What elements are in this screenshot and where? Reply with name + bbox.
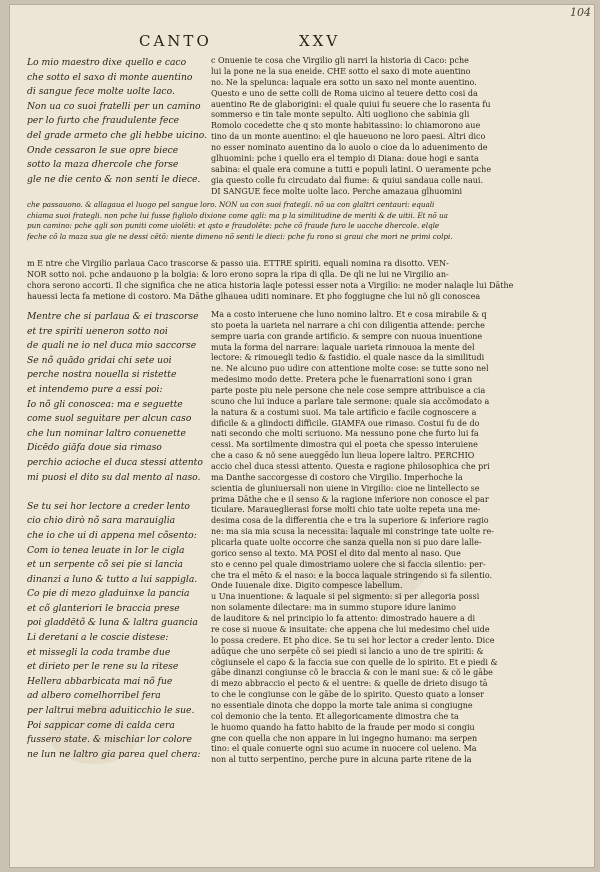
commentary-line: sabina: el quale era comune a tutti e populi latini. O ueramente pche xyxy=(211,164,492,174)
verse-line: per lo furto che fraudulente fece xyxy=(27,115,180,127)
verse-line: che lun nominar laltro conuenette xyxy=(27,427,186,439)
header-canto-number: XXV xyxy=(299,32,341,50)
commentary-line: non solamente dilectare: ma in summo stupore idure lanimo xyxy=(211,603,456,613)
commentary-line: la natura & a costumi suoi. Ma tale artificio e facile cognoscere a xyxy=(211,407,477,417)
band-line: m E ntre che Virgilio parlaua Caco trascorse & passo uia. ETTRE spiriti. equali nomina ra disotto. VEN- xyxy=(27,259,449,268)
verse-line: et dirieto per le rene su la ritese xyxy=(27,661,179,673)
commentary-line: no essentiale dinota che doppo la morte tale anima si congiugne xyxy=(211,700,473,710)
commentary-line: u Una inuentione: & laquale si pel sigmento: si per allegoria possi xyxy=(211,592,480,602)
book-page xyxy=(9,4,595,868)
verse-line: Co pie di mezo gladuinxe la pancia xyxy=(27,588,190,600)
header-canto: CANTO xyxy=(139,32,212,50)
verse-line: et un serpente cõ sei pie si lancia xyxy=(27,559,183,571)
commentary-line: dificile & a glindocti difficile. GIAMFA oue rimaso. Costui fu de do xyxy=(211,418,480,428)
commentary-line: desima cosa de la differentia che e tra la superiore & inferiore ragio xyxy=(211,516,489,526)
commentary-line: adūque che uno serpēte cõ sei piedi si lancio a uno de tre spiriti: & xyxy=(211,646,484,656)
commentary-line: ma Danthe saccorgesse di costoro che Virgilio. Imperhoche la xyxy=(211,472,463,482)
commentary-column-top xyxy=(211,56,583,198)
commentary-line: lectore: & rimouegli tedio & fastidio. el quale nasce da la similitudi xyxy=(211,353,485,363)
commentary-line: no esser nominato auentino da lo auolo o cioe da lo aduenimento de xyxy=(211,143,488,153)
band-line: chiama suoi frategli. non pche lui fusse figliolo dixione come qgli: ma p la similitudine de meriti & de uitii. Et nõ ua xyxy=(27,210,448,220)
commentary-line: lui la pone ne la sua eneide. CHE sotto el saxo di mote auentino xyxy=(211,66,471,76)
commentary-line: parte poste piu nele persone che nele cose sempre attribuisce a cia xyxy=(211,386,486,396)
commentary-line: lo possa credere. Et pho dice. Se tu sei hor lector a creder lento. Dice xyxy=(211,635,495,645)
commentary-line: Onde Iuuenale dixe. Digito compesce labellum. xyxy=(211,581,403,591)
commentary-line: sommerso e tin tale monte sepulto. Alti uogliono che sabinia gli xyxy=(211,110,470,120)
commentary-line: de lauditore & nel principio lo fa attento: dimostrado hauere a di xyxy=(211,614,476,624)
commentary-line: cessi. Ma sortilmente dimostra qui el poeta che spesso interuiene xyxy=(211,440,478,450)
commentary-line: gne con quella che non appare in lui ingegno humano: ma serpen xyxy=(211,733,478,743)
commentary-column-bottom xyxy=(211,310,583,766)
verse-line: fussero state. & mischiar lor colore xyxy=(27,734,192,746)
commentary-line: glhuomini: pche i quello era el tempio di Diana: doue hogi e santa xyxy=(211,154,479,164)
verse-line: Poi sappicar come di calda cera xyxy=(27,719,175,731)
folio-number: 104 xyxy=(570,6,591,19)
verse-line: gle ne die cento & non senti le diece. xyxy=(27,173,201,185)
commentary-line: gābe dinanzi congiunse cõ le braccia & con le mani sue: & cõ le gābe xyxy=(211,668,493,678)
commentary-line: sempre uaria con grande artificio. & sempre con nuoua inuentione xyxy=(211,331,483,341)
commentary-line: gia questo colle fu circudato dal fiume: & quiui sandaua colle naui. xyxy=(211,175,484,185)
commentary-line: nati secondo che molti scriuono. Ma nessuno pone che furto lui fa xyxy=(211,429,479,439)
verse-line: de quali ne io nel duca mio saccorse xyxy=(27,340,197,352)
commentary-line: c Onuenie te cosa che Virgilio gli narri la historia di Caco: pche xyxy=(211,56,469,65)
verse-line: Onde cessaron le sue opre biece xyxy=(27,144,179,156)
verse-line: Com io tenea leuate in lor le cigla xyxy=(27,544,185,556)
commentary-band-roman xyxy=(27,258,583,302)
verse-line: et tre spiriti ueneron sotto noi xyxy=(27,325,168,337)
commentary-line: tino da un monte auentino: el qle haueuono ne loro paesi. Altri dico xyxy=(211,132,486,142)
verse-line: Se nõ quādo gridai chi sete uoi xyxy=(27,354,172,366)
verse-line: Se tu sei hor lectore a creder lento xyxy=(27,500,190,512)
commentary-line: to che le congiunse con le gābe de lo spirito. Questo quato a lonser xyxy=(211,690,484,700)
verse-line xyxy=(27,485,213,500)
band-line: hauessi lecta fa metione di costoro. Ma Dāthe glhauea uditi nominare. Et pho foggiugne che lui nõ gli conoscea xyxy=(27,292,481,301)
verse-line: che sotto el saxo di monte auentino xyxy=(27,71,193,83)
commentary-line: le huomo quando ha fatto habito de la fraude per modo si congiu xyxy=(211,722,475,732)
verse-line: Li deretani a le coscie distese: xyxy=(27,632,169,644)
band-line: pun camino: pche qgli son puniti come uiolēti: et qsto e fraudolēte: pche cõ fraude furo le uacche dhercole. elqle xyxy=(27,221,440,231)
commentary-line: Ma a costo interuene che luno nomino laltro. Et e cosa mirabile & q xyxy=(211,310,487,319)
commentary-line: Romolo cocedette che q sto monte habitassino: lo chiamorono aue xyxy=(211,121,481,131)
verse-line: dinanzi a luno & tutto a lui sappigla. xyxy=(27,573,198,585)
commentary-line: DI SANGUE fece molte uolte laco. Perche amazaua glhuomini xyxy=(211,186,463,196)
commentary-line: ne. Ne alcuno puo udire con attentione molte cose: se tutte sono nel xyxy=(211,364,489,374)
verse-column-top xyxy=(27,56,213,187)
commentary-line: muta la forma del narrare: laquale uarieta rinnouoa la mente del xyxy=(211,342,475,352)
commentary-line: che tra el mēto & el naso: e la bocca laquale stringendo si fa silentio. xyxy=(211,570,493,580)
verse-line: et cõ glanteriori le braccia prese xyxy=(27,602,180,614)
commentary-line: no. Ne la spelunca: laquale era sotto un saxo nel monte auentino. xyxy=(211,77,477,87)
commentary-line: auentino Re de glaborigini: el quale quiui fu seuere che lo rasenta fu xyxy=(211,99,491,109)
verse-line: che io che ui di appena mel cõsento: xyxy=(27,529,197,541)
verse-line: Non ua co suoi fratelli per un camino xyxy=(27,100,201,112)
verse-line: ad albero comelhorribel fera xyxy=(27,690,161,702)
verse-line: Lo mio maestro dixe quello e caco xyxy=(27,57,187,68)
commentary-band-italic xyxy=(27,200,583,242)
verse-line: et missegli la coda trambe due xyxy=(27,646,171,658)
commentary-line: medesimo modo dette. Pretera pche le fuenarrationi sono i gran xyxy=(211,375,473,385)
commentary-line: re cose si nuoue & insuitate: che appena che lui medesimo chel uide xyxy=(211,624,490,634)
commentary-line: plicarla quate uolte occorre che sanza quella non si puo dare lalle- xyxy=(211,538,482,548)
commentary-line: tino: el quale conuerte ogni suo acume in nuocere col ueleno. Ma xyxy=(211,744,477,754)
commentary-line: Questo e uno de sette colli de Roma uicino al teuere detto cosi da xyxy=(211,88,478,98)
commentary-line: di mezo abbraccio el pecto & el uentre: & quelle de drieto disugo tā xyxy=(211,679,488,689)
verse-line: Io nõ gli conoscea: ma e seguette xyxy=(27,398,183,410)
verse-line: perchio acioche el duca stessi attento xyxy=(27,456,203,468)
commentary-line: ticulare. Maraueglierasi forse molti chio tate uolte repeta una me- xyxy=(211,505,481,515)
commentary-line: sto e cenno pel quale dimostriamo uolere che si faccia silentio: per- xyxy=(211,559,486,569)
band-line: che passauono. & allagaua el luogo pel sangue loro. NON ua con suoi frategli. nõ ua con glaltri centauri: equali xyxy=(27,200,435,209)
verse-line: Hellera abbarbicata mai nõ fue xyxy=(27,675,173,687)
commentary-line: non al tutto serpentino, perche pure in alcuna parte ritene de la xyxy=(211,755,472,765)
verse-line: cio chio dirò nõ sara marauiglia xyxy=(27,515,176,527)
commentary-line: prima Dāthe che e il senso & la ragione inferiore non conosce el par xyxy=(211,494,489,504)
verse-line: perche nostra nouella si ristette xyxy=(27,369,177,381)
verse-line: come suol seguitare per alcun caso xyxy=(27,413,192,425)
commentary-line: scuno che lui induce a parlare tale sermone: quale sia accõmodato a xyxy=(211,396,490,406)
verse-line: per laltrui mebra aduiticchio le sue. xyxy=(27,705,195,717)
commentary-line: ne: ma sia mia scusa la necessita: laquale mi constringe tate uolte re- xyxy=(211,527,494,537)
band-line: chora serono accorti. Il che significa che ne atica historia laqle potessi esser nota a Virgilio: ne moder nalaqle lui Dāthe xyxy=(27,281,514,290)
verse-line: del grade armeto che gli hebbe uicino. xyxy=(27,129,208,141)
band-line: NOR sotto noi. pche andauono p la bolgia: & loro erono sopra la ripa di qlla. De qli ne lui ne Virgilio an- xyxy=(27,270,449,279)
running-header xyxy=(9,32,595,52)
band-line: feche cõ la maza sua gle ne dessi cētõ: niente dimeno nõ senti le dieci: pche fu rono si graui che mori ne primi colpi. xyxy=(27,231,453,241)
verse-line: et intendemo pure a essi poi: xyxy=(27,383,163,395)
verse-line: ne lun ne laltro gia parea quel chera: xyxy=(27,748,201,760)
commentary-line: sto poeta la uarieta nel narrare a chi con diligentia attende: perche xyxy=(211,320,485,330)
commentary-line: col demonio che la tento. Et allegoricamente dimostra che ta xyxy=(211,711,459,721)
verse-line: poi gladdētõ & luna & laltra guancia xyxy=(27,617,198,629)
commentary-line: cõgiunsele el capo & la faccia sue con quelle de lo spirito. Et e piedi & xyxy=(211,657,498,667)
verse-line: sotto la maza dhercole che forse xyxy=(27,159,179,171)
commentary-line: che a caso & nõ sene aueggēdo lun lieua lopere laltro. PERCHIO xyxy=(211,451,475,461)
verse-line: Mentre che si parlaua & ei trascorse xyxy=(27,311,199,322)
commentary-line: gorico senso al texto. MA POSI el dito dal mento al naso. Que xyxy=(211,548,461,558)
verse-line: mi puosi el dito su dal mento al naso. xyxy=(27,471,201,483)
verse-line: Dicēdo giāfa doue sia rimaso xyxy=(27,442,162,454)
commentary-line: scientia de gluniuersali non uiene in Virgilio: cioe ne lintellecto se xyxy=(211,483,480,493)
commentary-line: accio chel duca stessi attento. Questa e ragione philosophica che pri xyxy=(211,462,490,472)
verse-line: di sangue fece molte uolte laco. xyxy=(27,86,175,98)
verse-column-bottom xyxy=(27,310,213,762)
